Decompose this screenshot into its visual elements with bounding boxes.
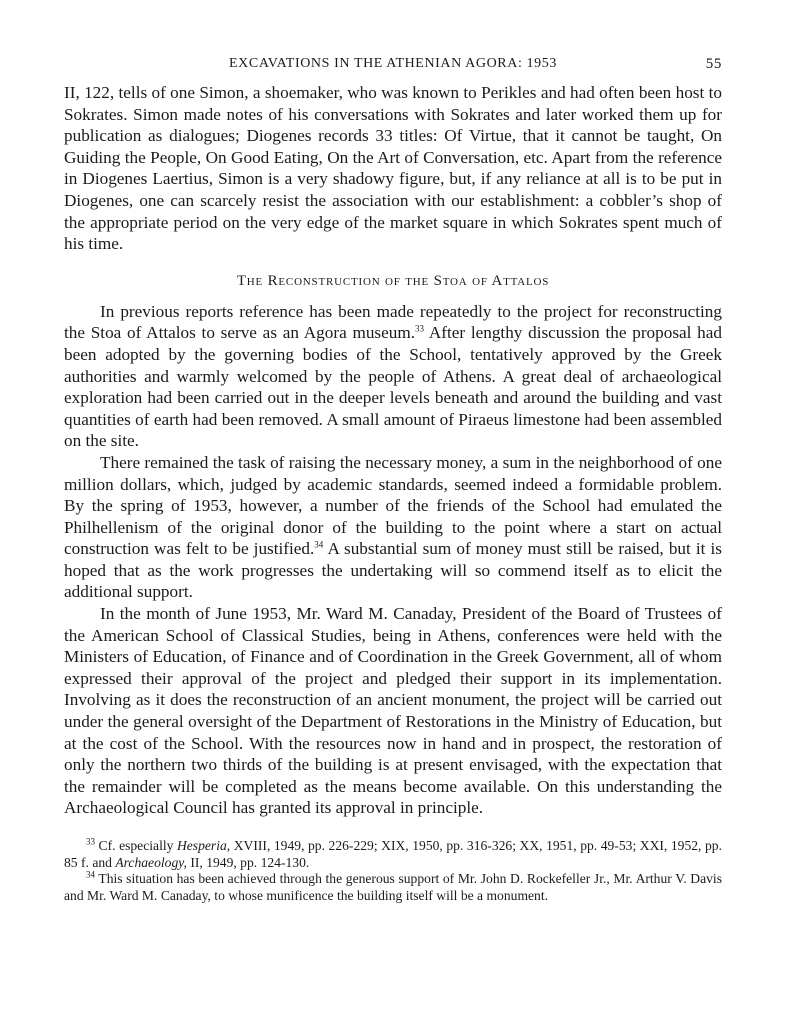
footnote-mark-34: 34 bbox=[86, 869, 95, 880]
footnote-ref-34[interactable]: 34 bbox=[314, 539, 324, 550]
running-head bbox=[64, 56, 722, 82]
footnote-ref-33[interactable]: 33 bbox=[415, 323, 425, 334]
paragraph-1-text-a: In previous reports reference has been made repeatedly to the project for reconstructing the Stoa of Attalos to serve as an Agora museum. bbox=[64, 301, 722, 343]
intro-paragraph: II, 122, tells of one Simon, a shoemaker, who was known to Perikles and had often been host to Sokrates. Simon made notes of his conversations with Sokrates and later worked them up for publication as dialogues; Diogenes records 33 titles: Of Virtue, that it cannot be taught, On Guiding the People, On Good Eating, On the Art of Conversation, etc. Apart from the reference in Diogenes Laertius, Simon is a very shadowy figure, but, if any reliance at all is to be put in Diogenes, one can scarcely resist the association with our establishment: a cobbler’s shop of the appropriate period on the very edge of the market square in which Sokrates spent much of his time. bbox=[64, 83, 722, 254]
footnote-33-text-c: II, 1949, pp. 124-130. bbox=[186, 854, 310, 870]
footnote-34-text: This situation has been achieved through the generous support of Mr. John D. Rockefeller Jr., Mr. Arthur V. Davis and Mr. Ward M. Canaday, to whose munificence the building itself will be a monument. bbox=[64, 871, 722, 903]
page bbox=[64, 56, 722, 904]
footnote-33-italic-a: Hesperia, bbox=[176, 838, 231, 853]
paragraph-1 bbox=[64, 301, 722, 452]
footnote-33-text-b: XVIII, 1949, pp. 226-229; XIX, 1950, pp. 316-326; XX, 1951, pp. 49-53; XXI, 1952, pp. 85 f. and bbox=[64, 838, 722, 870]
footnote-34 bbox=[64, 871, 722, 904]
page-number: 55 bbox=[705, 56, 722, 72]
running-title: EXCAVATIONS IN THE ATHENIAN AGORA: 1953 bbox=[229, 56, 557, 71]
paragraph-3: In the month of June 1953, Mr. Ward M. Canaday, President of the Board of Trustees of the American School of Classical Studies, being in Athens, conferences were held with the Ministers of Education, of Finance and of Coordination in the Greek Government, all of whom expressed their approval of the project and pledged their support in its implementation. Involving as it does the reconstruction of an ancient monument, the project will be carried out under the general oversight of the Department of Restorations in the Ministry of Education, but at the cost of the School. With the resources now in hand and in prospect, the restoration of only the northern two thirds of the building is at present envisaged, with the expectation that the remainder will be completed as the means become available. On this understanding the Archaeological Council has granted its approval in principle. bbox=[64, 604, 722, 818]
paragraph-2-text-a: There remained the task of raising the necessary money, a sum in the neighborhood of one million dollars, which, judged by academic standards, seemed indeed a formidable problem. By the spring of 1953, however, a number of the friends of the School had emulated the Philhellenism of the original donor of the building to the point where a start on actual construction was felt to be justified. bbox=[64, 452, 722, 559]
paragraph-2-text-b: A substantial sum of money must still be raised, but it is hoped that as the work progresses the undertaking will so commend itself as to elicit the additional support. bbox=[64, 539, 722, 602]
footnote-33 bbox=[64, 838, 722, 871]
footnote-33-text-a: Cf. especially bbox=[95, 838, 177, 853]
footnote-mark-33: 33 bbox=[86, 836, 95, 847]
paragraph-1-text-b: After lengthy discussion the proposal had been adopted by the governing bodies of the School, tentatively approved by the Greek authorities and warmly welcomed by the people of Athens. A great deal of archaeological exploration had been carried out in the deeper levels beneath and around the building and vast quantities of earth had been removed. A small amount of Piraeus limestone had been assembled on the site. bbox=[64, 323, 722, 451]
paragraph-2 bbox=[64, 452, 722, 603]
section-heading: The Reconstruction of the Stoa of Attalos bbox=[236, 272, 550, 289]
footnotes bbox=[64, 838, 722, 904]
footnote-33-italic-b: Archaeology, bbox=[115, 854, 187, 870]
